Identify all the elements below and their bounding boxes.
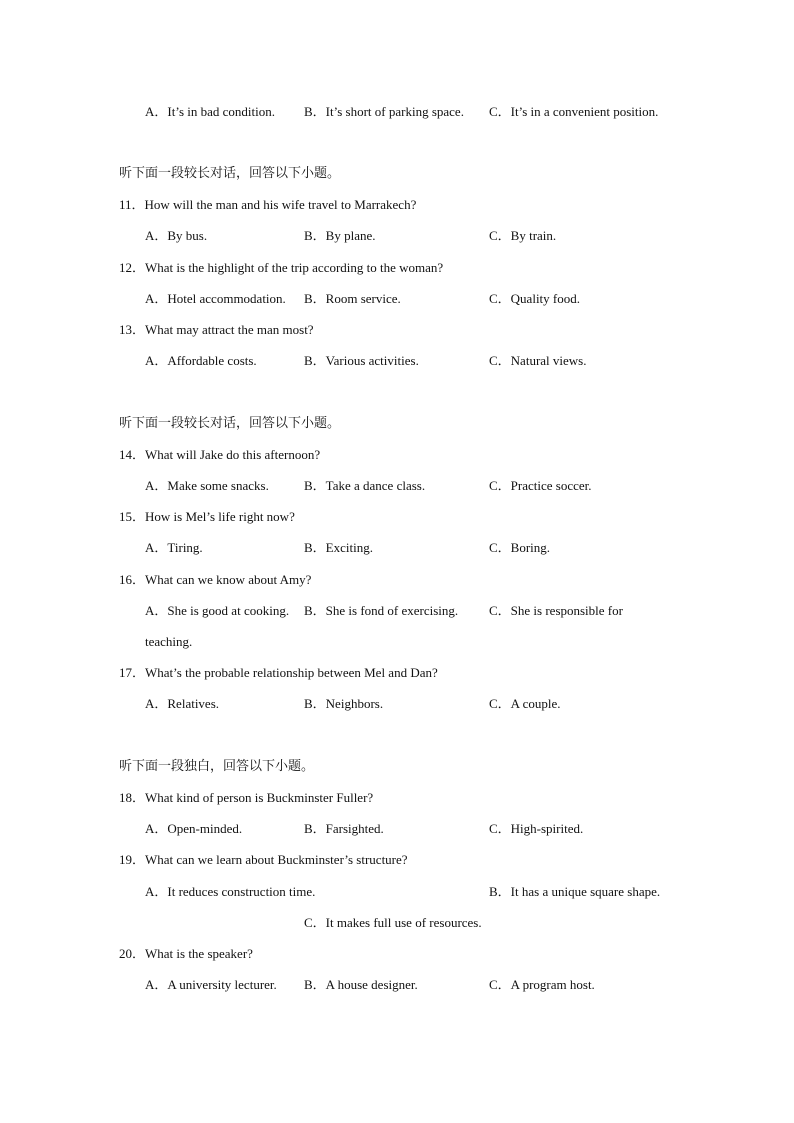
- q19-option-b: B．It has a unique square shape.: [489, 884, 661, 899]
- q13-question: 13．What may attract the man most?: [119, 322, 314, 337]
- q18-option-a: A．Open-minded.: [145, 821, 243, 836]
- q18-option-c: C．High-spirited.: [489, 821, 584, 836]
- q20-option-c: C．A program host.: [489, 977, 595, 992]
- q18-option-b: B．Farsighted.: [304, 821, 384, 836]
- q11-option-a: A．By bus.: [145, 228, 208, 243]
- q10-option-b: B．It’s short of parking space.: [304, 104, 464, 119]
- q20-option-a: A．A university lecturer.: [145, 977, 277, 992]
- q10-option-c: C．It’s in a convenient position.: [489, 104, 659, 119]
- q13-option-b: B．Various activities.: [304, 353, 419, 368]
- q13-option-c: C．Natural views.: [489, 353, 587, 368]
- q12-option-c: C．Quality food.: [489, 291, 580, 306]
- q19-option-c: C．It makes full use of resources.: [304, 915, 482, 930]
- q16-question: 16．What can we know about Amy?: [119, 572, 312, 587]
- q14-option-a: A．Make some snacks.: [145, 478, 269, 493]
- q11-option-c: C．By train.: [489, 228, 557, 243]
- q17-option-a: A．Relatives.: [145, 696, 220, 711]
- section-header-1: 听下面一段较长对话，回答以下小题。: [119, 166, 341, 181]
- q14-question: 14．What will Jake do this afternoon?: [119, 447, 321, 462]
- q10-option-a: A．It’s in bad condition.: [145, 104, 275, 119]
- q17-question: 17．What’s the probable relationship between Mel and Dan?: [119, 665, 438, 680]
- q20-question: 20．What is the speaker?: [119, 946, 253, 961]
- q16-option-c-continuation: teaching.: [145, 634, 193, 649]
- q16-option-a: A．She is good at cooking.: [145, 603, 290, 618]
- q11-option-b: B．By plane.: [304, 228, 376, 243]
- q12-question: 12．What is the highlight of the trip according to the woman?: [119, 260, 444, 275]
- q15-option-b: B．Exciting.: [304, 540, 373, 555]
- q13-option-a: A．Affordable costs.: [145, 353, 257, 368]
- q15-option-c: C．Boring.: [489, 540, 551, 555]
- q15-question: 15．How is Mel’s life right now?: [119, 509, 295, 524]
- q14-option-c: C．Practice soccer.: [489, 478, 592, 493]
- q20-option-b: B．A house designer.: [304, 977, 418, 992]
- q11-question: 11．How will the man and his wife travel to Marrakech?: [119, 197, 417, 212]
- q19-question: 19．What can we learn about Buckminster’s structure?: [119, 852, 408, 867]
- q12-option-a: A．Hotel accommodation.: [145, 291, 286, 306]
- q17-option-b: B．Neighbors.: [304, 696, 384, 711]
- q16-option-c: C．She is responsible for: [489, 603, 623, 618]
- q12-option-b: B．Room service.: [304, 291, 401, 306]
- section-header-3: 听下面一段独白，回答以下小题。: [119, 759, 315, 774]
- q18-question: 18．What kind of person is Buckminster Fuller?: [119, 790, 374, 805]
- q14-option-b: B．Take a dance class.: [304, 478, 426, 493]
- q19-option-a: A．It reduces construction time.: [145, 884, 316, 899]
- q16-option-b: B．She is fond of exercising.: [304, 603, 459, 618]
- q15-option-a: A．Tiring.: [145, 540, 203, 555]
- section-header-2: 听下面一段较长对话，回答以下小题。: [119, 416, 341, 431]
- q17-option-c: C．A couple.: [489, 696, 561, 711]
